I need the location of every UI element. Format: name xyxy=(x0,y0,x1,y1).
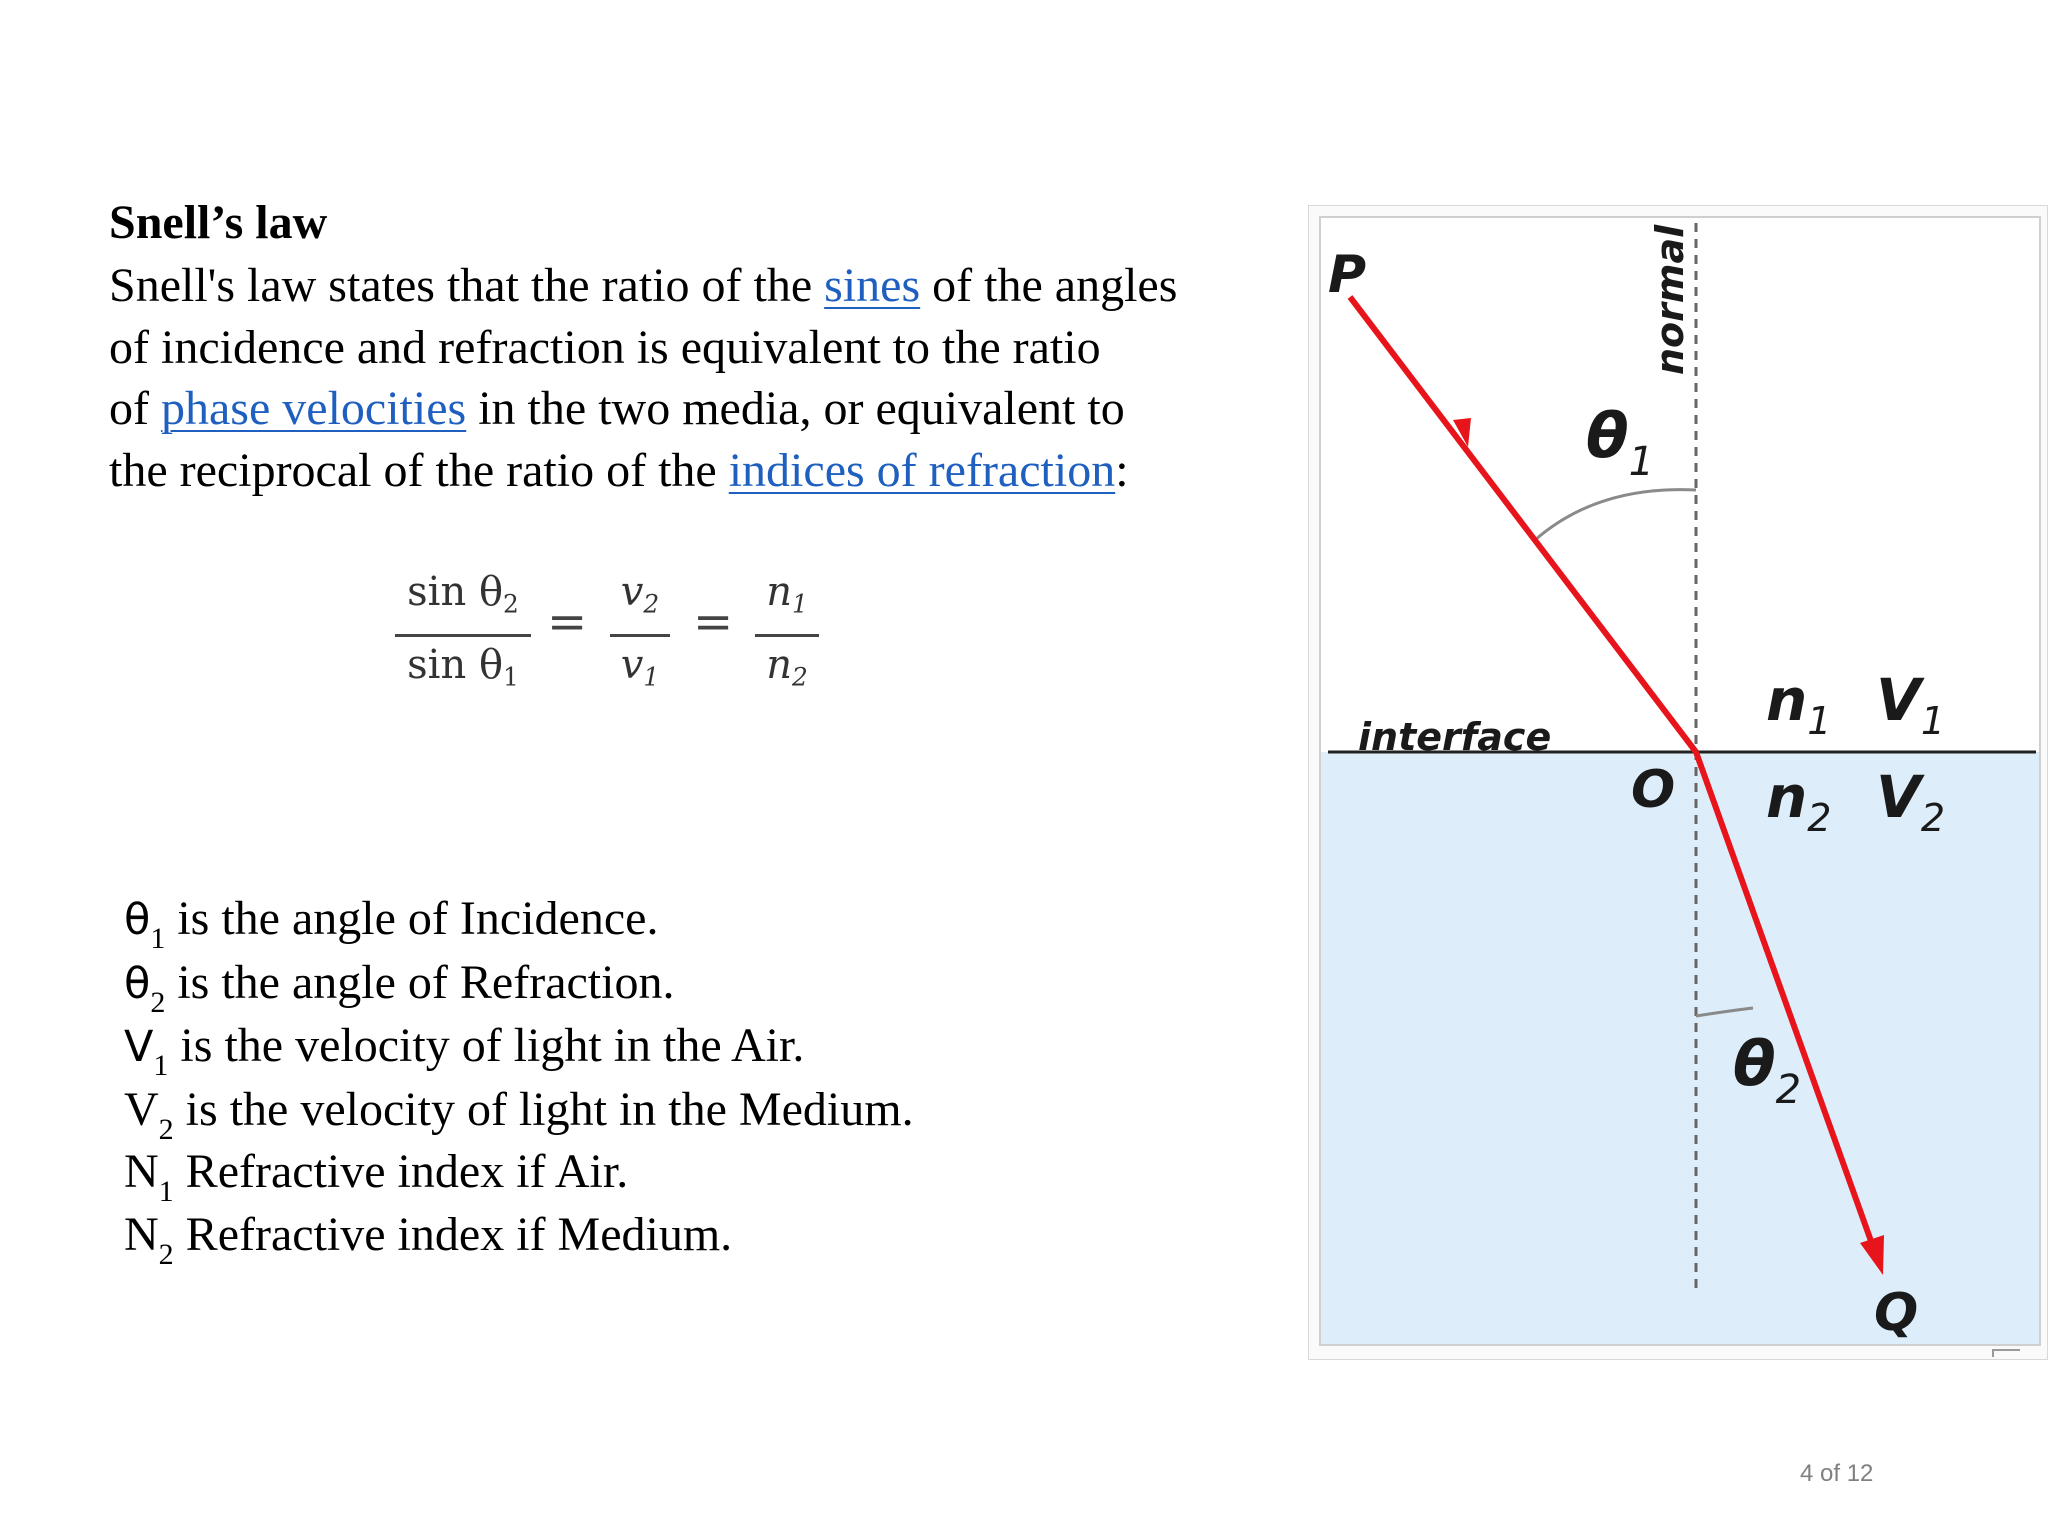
index-ratio-fraction xyxy=(755,568,819,702)
symbol-subscript: 2 xyxy=(158,1237,174,1271)
text-fragment: of the angles xyxy=(920,259,1178,312)
n2-symbol: n xyxy=(1766,763,1808,831)
point-o-label: O xyxy=(1631,760,1676,820)
n1-subscript: 1 xyxy=(1807,699,1832,743)
fraction-numerator xyxy=(766,568,808,628)
slide-heading: Snell’s law xyxy=(109,196,328,249)
numerator-subscript: 2 xyxy=(643,589,660,619)
numerator-subscript: 2 xyxy=(503,589,519,619)
symbol-subscript: 1 xyxy=(150,922,166,955)
paragraph-line-3 xyxy=(109,378,1289,440)
paragraph-line-4 xyxy=(109,440,1289,502)
symbol-definitions xyxy=(124,888,914,1271)
interface-label: interface xyxy=(1358,715,1552,759)
point-p-label: P xyxy=(1328,245,1367,305)
theta1-subscript: 1 xyxy=(1628,439,1655,485)
definition-text: Refractive index if Medium. xyxy=(173,1207,733,1261)
numerator-text: n xyxy=(766,569,792,615)
symbol: N xyxy=(124,1207,159,1261)
v2-subscript: 2 xyxy=(1920,796,1946,840)
fraction-bar xyxy=(610,634,670,637)
fraction-bar xyxy=(755,634,819,637)
theta2-symbol: θ xyxy=(1733,1027,1776,1100)
text-fragment: in the two media, or equivalent to xyxy=(466,382,1125,435)
definition-text: is the angle of Refraction. xyxy=(165,955,675,1009)
definition-text: is the angle of Incidence. xyxy=(165,892,659,945)
fraction-numerator xyxy=(621,568,659,628)
paragraph-line-1 xyxy=(109,255,1289,317)
definition-text: is the velocity of light in the Air. xyxy=(168,1019,805,1072)
v2-symbol: V xyxy=(1876,763,1921,831)
symbol-subscript: 1 xyxy=(153,1049,169,1082)
sine-ratio-fraction xyxy=(395,568,531,702)
definition-theta1 xyxy=(124,888,914,955)
fraction-numerator xyxy=(407,568,519,628)
fraction-denominator xyxy=(766,641,808,701)
indices-of-refraction-link[interactable]: indices of refraction xyxy=(728,443,1116,497)
equals-sign: = xyxy=(547,594,588,650)
symbol: θ xyxy=(124,958,151,1009)
symbol-subscript: 1 xyxy=(158,1175,174,1208)
denominator-subscript: 1 xyxy=(643,662,660,692)
fraction-denominator xyxy=(407,641,519,701)
text-fragment: Snell's law states that the ratio of the xyxy=(109,259,825,312)
fraction-denominator xyxy=(621,641,659,701)
numerator-text: sin θ xyxy=(407,569,504,615)
point-q-label: Q xyxy=(1874,1283,1919,1343)
definition-n1 xyxy=(124,1141,914,1208)
definition-text: is the velocity of light in the Medium. xyxy=(173,1082,914,1136)
definition-text: Refractive index if Air. xyxy=(173,1145,629,1198)
definition-theta2 xyxy=(124,952,914,1019)
theta2-subscript: 2 xyxy=(1775,1067,1802,1113)
definition-v1 xyxy=(124,1015,914,1082)
n1-symbol: n xyxy=(1766,666,1808,734)
normal-label: normal xyxy=(1648,224,1692,375)
symbol: V xyxy=(124,1022,154,1072)
refraction-diagram xyxy=(1308,205,2048,1360)
text-fragment: of xyxy=(109,382,161,435)
sines-link[interactable]: sines xyxy=(824,259,921,312)
symbol-subscript: 2 xyxy=(158,1112,174,1146)
theta1-symbol: θ xyxy=(1586,399,1629,472)
phase-velocities-link[interactable]: phase velocities xyxy=(160,382,467,435)
symbol: N xyxy=(124,1145,159,1198)
denominator-subscript: 2 xyxy=(791,662,808,692)
definition-v2 xyxy=(124,1079,914,1146)
numerator-subscript: 1 xyxy=(791,589,808,619)
symbol: θ xyxy=(124,895,151,945)
page-indicator: 4 of 12 xyxy=(1800,1460,1874,1487)
denominator-text: v xyxy=(620,642,644,689)
second-medium-region xyxy=(1321,752,2039,1344)
velocity-ratio-fraction xyxy=(610,568,670,702)
denominator-text: sin θ xyxy=(407,642,504,689)
v1-symbol: V xyxy=(1876,666,1921,734)
fraction-bar xyxy=(395,634,531,637)
denominator-subscript: 1 xyxy=(503,662,519,692)
snells-law-description xyxy=(109,255,1289,501)
symbol-subscript: 2 xyxy=(150,985,166,1019)
equals-sign: = xyxy=(693,594,734,650)
refraction-diagram-svg xyxy=(1308,205,2048,1360)
text-fragment: : xyxy=(1115,443,1129,497)
text-fragment: the reciprocal of the ratio of the xyxy=(109,443,729,497)
symbol: V xyxy=(124,1082,159,1136)
paragraph-line-2: of incidence and refraction is equivalent to the ratio xyxy=(109,320,1101,374)
numerator-text: v xyxy=(620,569,644,615)
denominator-text: n xyxy=(766,642,792,689)
n2-subscript: 2 xyxy=(1807,796,1832,840)
definition-n2 xyxy=(124,1204,914,1271)
v1-subscript: 1 xyxy=(1920,699,1946,743)
